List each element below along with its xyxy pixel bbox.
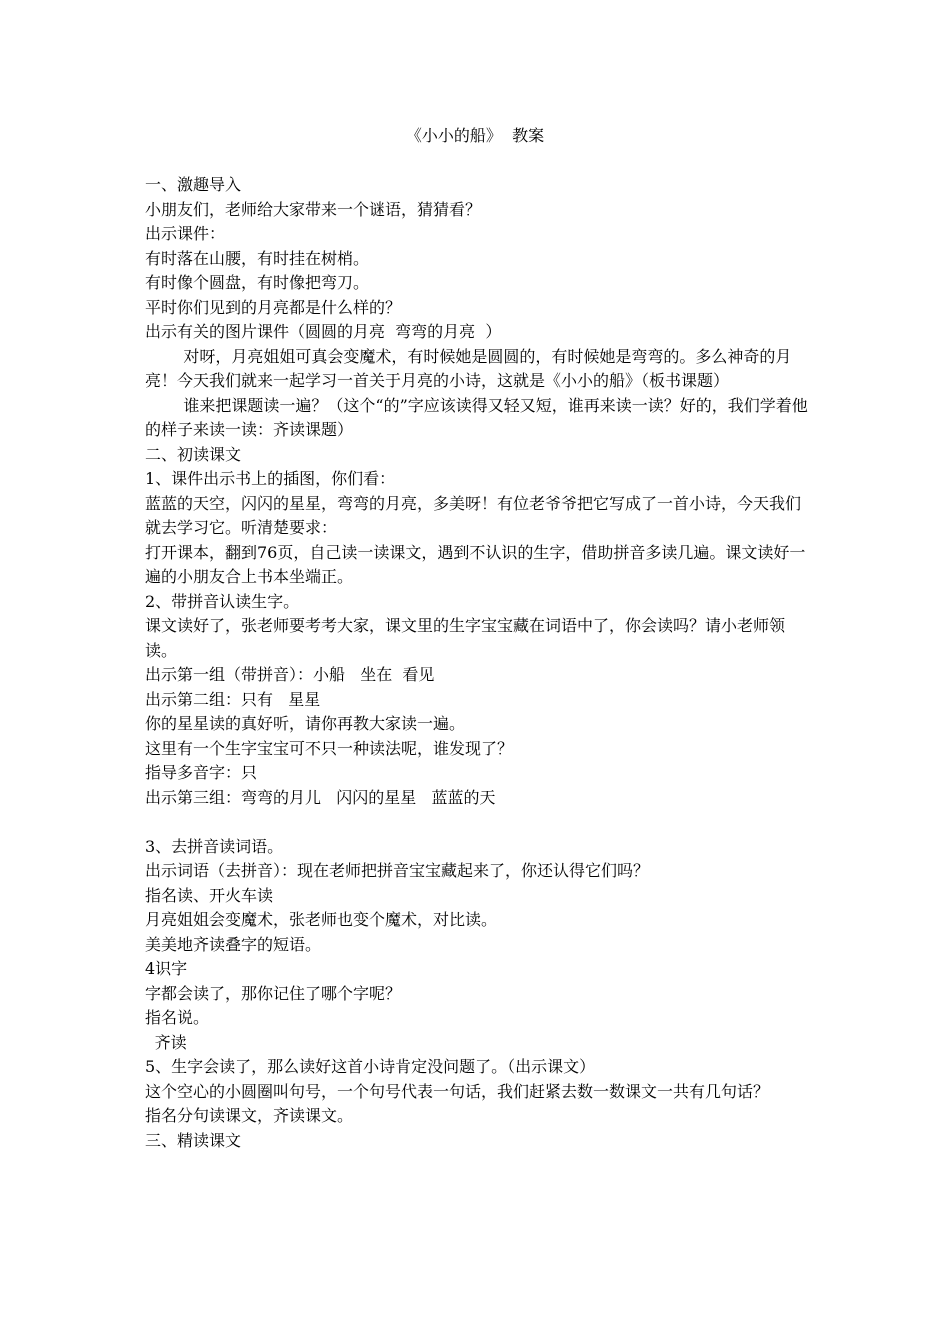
- paragraph: 指名读、开火车读: [145, 885, 274, 905]
- paragraph: 指名说。: [145, 1008, 210, 1027]
- paragraph: 出示第一组（带拼音）：小船 坐在 看见: [145, 665, 435, 684]
- paragraph: 2、带拼音认读生字。: [145, 591, 300, 611]
- paragraph: 对呀，月亮姐姐可真会变魔术，有时候她是圆圆的，有时候她是弯弯的。多么神奇的月亮！今天我们就来一起学习一首关于月亮的小诗，这就是《小小的船》（板书课题）: [145, 346, 792, 390]
- paragraph: 这里有一个生字宝宝可不只一种读法呢，谁发现了？: [145, 738, 514, 758]
- paragraph: 有时落在山腰，有时挂在树梢。: [145, 248, 370, 268]
- paragraph: 课文读好了，张老师要考考大家，课文里的生字宝宝藏在词语中了，你会读吗？请小老师领读。: [145, 616, 786, 660]
- document-title: 《小小的船》 教案: [405, 126, 545, 145]
- paragraph: 打开课本，翻到76页，自己读一读课文，遇到不认识的生字，借助拼音多读几遍。课文读好一遍的小朋友合上书本坐端正。: [145, 542, 806, 586]
- paragraph: 出示第三组：弯弯的月儿 闪闪的星星 蓝蓝的天: [145, 787, 496, 807]
- paragraph: 出示第二组：只有 星星: [145, 689, 321, 709]
- document-body: [145, 173, 815, 1153]
- blank-line: [145, 810, 815, 835]
- paragraph: 出示词语（去拼音）：现在老师把拼音宝宝藏起来了，你还认得它们吗？: [145, 861, 650, 880]
- paragraph: 月亮姐姐会变魔术，张老师也变个魔术，对比读。: [145, 910, 498, 929]
- section-heading: 三、精读课文: [145, 1130, 242, 1150]
- paragraph: 5、生字会读了，那么读好这首小诗肯定没问题了。（出示课文）: [145, 1057, 596, 1076]
- paragraph: 3、去拼音读词语。: [145, 836, 284, 856]
- paragraph: 4识字: [145, 959, 188, 978]
- paragraph: 指导多音字：只: [145, 763, 258, 782]
- paragraph: 齐读: [154, 1032, 187, 1052]
- paragraph: 有时像个圆盘，有时像把弯刀。: [145, 273, 370, 292]
- paragraph: 谁来把课题读一遍？（这个“的”字应该读得又轻又短，谁再来读一读？好的，我们学着他的样子来读一读：齐读课题）: [145, 395, 808, 439]
- paragraph: 字都会读了，那你记住了哪个字呢？: [145, 983, 402, 1003]
- paragraph: 蓝蓝的天空，闪闪的星星，弯弯的月亮，多美呀！有位老爷爷把它写成了一首小诗，今天我们就去学习它。听清楚要求：: [145, 493, 802, 537]
- paragraph: 你的星星读的真好听，请你再教大家读一遍。: [145, 714, 466, 733]
- section-heading: 一、激趣导入: [145, 175, 242, 194]
- paragraph: 平时你们见到的月亮都是什么样的？: [145, 297, 402, 317]
- paragraph: 美美地齐读叠字的短语。: [145, 934, 322, 954]
- paragraph: 1、课件出示书上的插图，你们看：: [145, 469, 396, 488]
- paragraph: 出示有关的图片课件（圆圆的月亮 弯弯的月亮 ）: [145, 322, 502, 341]
- paragraph: 这个空心的小圆圈叫句号，一个句号代表一句话，我们赶紧去数一数课文一共有几句话？: [145, 1081, 770, 1101]
- section-heading: 二、初读课文: [145, 444, 242, 464]
- paragraph: 出示课件：: [145, 224, 226, 243]
- paragraph: 小朋友们，老师给大家带来一个谜语，猜猜看？: [145, 199, 482, 219]
- paragraph: 指名分句读课文，齐读课文。: [145, 1106, 354, 1125]
